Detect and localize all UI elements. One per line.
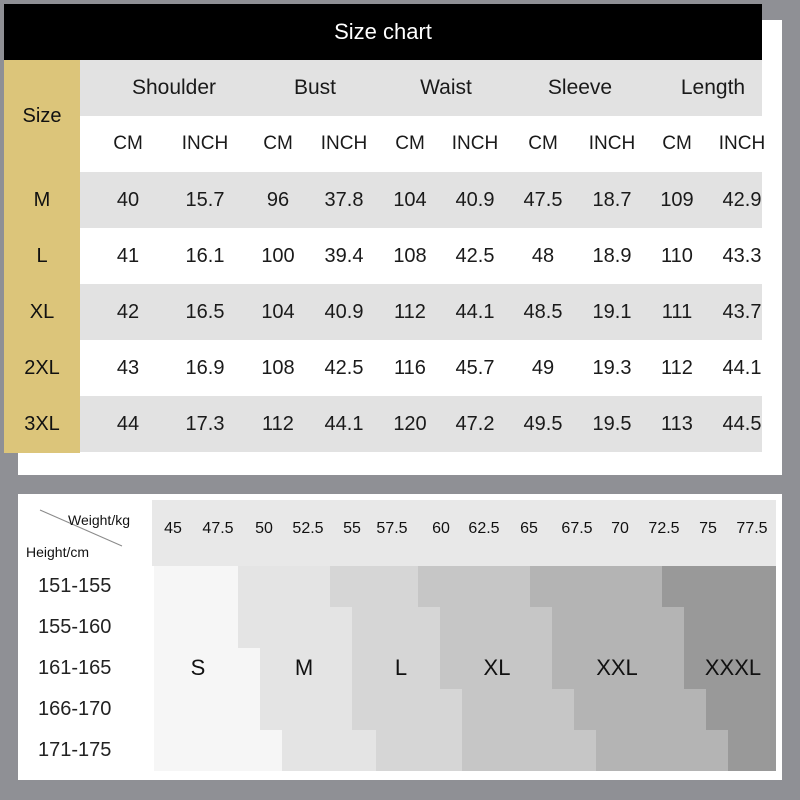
size-zone-cell [238, 607, 352, 648]
table-cell: 40.9 [455, 188, 495, 211]
table-cell: 45.7 [455, 356, 495, 379]
size-cell: 2XL [24, 356, 60, 379]
size-zone-cell [330, 566, 418, 607]
size-zone-cell [684, 607, 776, 648]
table-cell: 44.1 [722, 356, 762, 379]
axis-corner [18, 494, 152, 566]
size-zone-cell [596, 730, 728, 771]
size-zone-cell [352, 607, 440, 648]
table-cell: 39.4 [324, 244, 364, 267]
table-cell: 113 [661, 412, 693, 435]
unit-header: CM [395, 133, 425, 154]
weight-tick: 70 [611, 520, 629, 537]
weight-tick: 52.5 [292, 520, 324, 537]
table-cell: 15.7 [185, 188, 225, 211]
table-cell: 48 [531, 244, 555, 267]
table-cell: 104 [261, 300, 295, 323]
size-zone-cell [282, 730, 376, 771]
size-zone-label: L [394, 655, 408, 680]
weight-tick: 60 [432, 520, 450, 537]
unit-header: INCH [718, 133, 766, 154]
table-cell: 18.9 [592, 244, 632, 267]
weight-tick: 75 [699, 520, 717, 537]
size-zone-cell [440, 607, 552, 648]
height-axis-label: Height/cm [26, 544, 90, 560]
height-label: 155-160 [38, 616, 112, 638]
unit-header: INCH [451, 133, 499, 154]
table-cell: 42.5 [455, 244, 495, 267]
size-zone-cell [376, 730, 462, 771]
table-cell: 16.5 [185, 300, 225, 323]
table-cell: 16.9 [185, 356, 225, 379]
table-cell: 112 [661, 356, 693, 379]
size-zone-cell [462, 689, 574, 730]
size-cell: XL [29, 300, 55, 323]
weight-tick: 57.5 [376, 520, 408, 537]
weight-tick: 47.5 [202, 520, 234, 537]
table-cell: 44.5 [722, 412, 762, 435]
unit-header: CM [662, 133, 692, 154]
size-zone-label: S [190, 655, 206, 680]
table-cell: 42.5 [324, 356, 364, 379]
size-zone-cell [418, 566, 530, 607]
unit-header: CM [113, 133, 143, 154]
size-zone-cell [706, 689, 776, 730]
height-label: 166-170 [38, 698, 112, 720]
table-cell: 96 [266, 188, 290, 211]
size-cell: M [33, 188, 51, 211]
table-cell: 43 [116, 356, 140, 379]
size-zone-label: XL [483, 655, 511, 680]
size-cell: L [36, 244, 48, 267]
size-zone-cell [154, 689, 260, 730]
measure-group-header: Sleeve [547, 76, 613, 99]
measure-group-header: Shoulder [131, 76, 217, 99]
size-zone-cell [154, 566, 238, 607]
size-cell: 3XL [24, 412, 60, 435]
weight-tick: 50 [255, 520, 273, 537]
table-cell: 104 [393, 188, 427, 211]
size-zone-cell [238, 566, 330, 607]
table-cell: 109 [660, 188, 694, 211]
table-cell: 37.8 [324, 188, 364, 211]
table-cell: 116 [394, 356, 426, 379]
unit-header: CM [263, 133, 293, 154]
table-cell: 42.9 [722, 188, 762, 211]
table-cell: 40.9 [324, 300, 364, 323]
table-cell: 42 [116, 300, 140, 323]
table-cell: 44.1 [455, 300, 495, 323]
weight-tick: 77.5 [736, 520, 768, 537]
size-zone-label: XXL [596, 655, 638, 680]
table-cell: 100 [261, 244, 295, 267]
table-cell: 108 [261, 356, 295, 379]
table-cell: 40 [116, 188, 140, 211]
height-label: 161-165 [38, 657, 112, 679]
unit-header: INCH [181, 133, 229, 154]
size-zone-cell [352, 689, 462, 730]
size-column-header: Size [22, 104, 62, 127]
table-cell: 49 [531, 356, 555, 379]
unit-header: INCH [320, 133, 368, 154]
table-cell: 16.1 [185, 244, 225, 267]
height-label: 151-155 [38, 575, 112, 597]
measure-group-header: Bust [293, 76, 337, 99]
table-cell: 19.1 [592, 300, 632, 323]
table-cell: 19.3 [592, 356, 632, 379]
size-zone-cell [530, 566, 662, 607]
table-cell: 17.3 [185, 412, 225, 435]
size-zone-label: XXXL [704, 655, 762, 680]
table-cell: 18.7 [592, 188, 632, 211]
weight-tick: 45 [164, 520, 182, 537]
table-cell: 19.5 [592, 412, 632, 435]
table-cell: 112 [262, 412, 294, 435]
size-zone-label: M [294, 655, 314, 680]
size-zone-cell [462, 730, 596, 771]
weight-tick: 55 [343, 520, 361, 537]
size-zone-cell [552, 607, 684, 648]
table-cell: 110 [661, 244, 693, 267]
weight-tick: 62.5 [468, 520, 500, 537]
weight-tick: 67.5 [561, 520, 593, 537]
size-zone-cell [154, 730, 282, 771]
size-zone-cell [728, 730, 776, 771]
height-label: 171-175 [38, 739, 112, 761]
table-cell: 44 [116, 412, 140, 435]
weight-tick: 65 [520, 520, 538, 537]
weight-tick: 72.5 [648, 520, 680, 537]
size-zone-cell [260, 689, 352, 730]
unit-header: INCH [588, 133, 636, 154]
size-zone-cell [154, 607, 238, 648]
table-cell: 47.2 [455, 412, 495, 435]
table-cell: 44.1 [324, 412, 364, 435]
table-cell: 112 [394, 300, 426, 323]
measure-group-header: Length [680, 76, 746, 99]
table-cell: 43.7 [722, 300, 762, 323]
weight-header-row [152, 500, 776, 566]
table-cell: 47.5 [523, 188, 563, 211]
table-cell: 111 [661, 300, 693, 323]
table-cell: 108 [393, 244, 427, 267]
size-zone-cell [662, 566, 776, 607]
size-zone-cell [574, 689, 706, 730]
table-cell: 120 [393, 412, 427, 435]
table-cell: 49.5 [523, 412, 563, 435]
measure-group-header: Waist [420, 76, 472, 99]
unit-header: CM [528, 133, 558, 154]
weight-axis-label: Weight/kg [68, 512, 130, 528]
table-cell: 48.5 [523, 300, 563, 323]
table-cell: 43.3 [722, 244, 762, 267]
size-chart-title: Size chart [4, 4, 762, 60]
size-zone-cell [154, 648, 260, 689]
table-cell: 41 [116, 244, 140, 267]
